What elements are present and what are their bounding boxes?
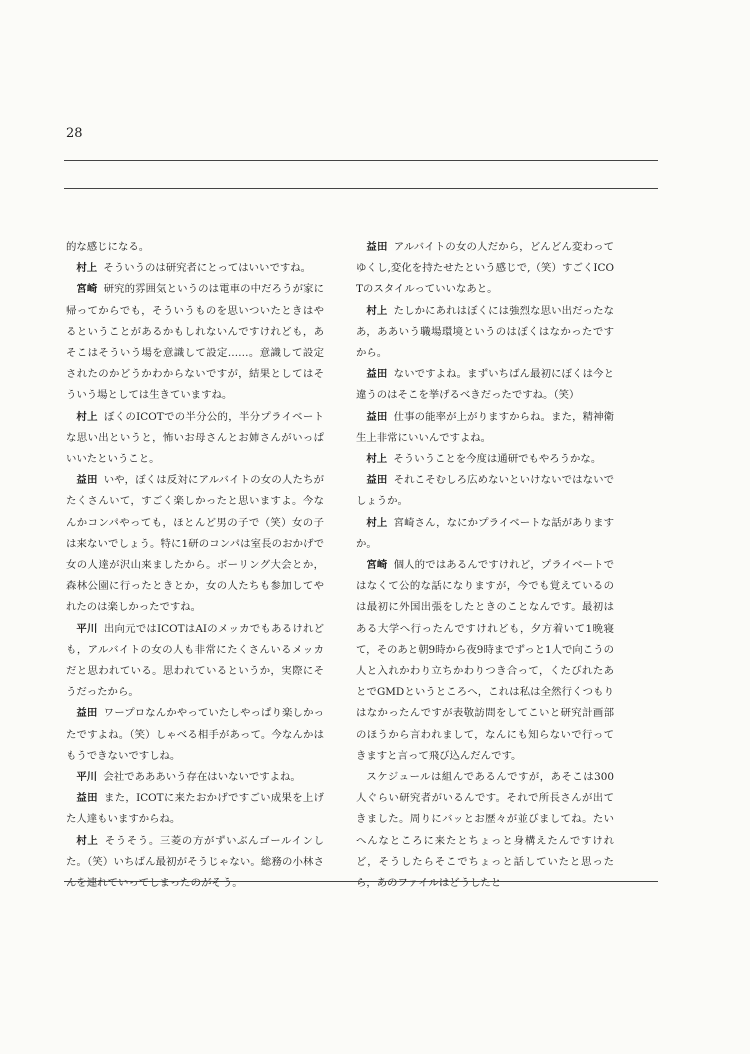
paragraph-text: ワープロなんかやっていたしやっぱり楽しかったですよね。（笑）しゃべる相手があって。今なんかはもうできないですしね。 (66, 707, 324, 762)
dialogue-paragraph (66, 258, 324, 279)
paragraph-text: 会社であああいう存在はいないですよね。 (103, 771, 301, 784)
speaker-name: 益田 (366, 474, 388, 487)
speaker-name: 村上 (76, 410, 98, 423)
speaker-name: 村上 (366, 304, 388, 317)
speaker-name: 平川 (76, 622, 98, 635)
dialogue-paragraph (356, 301, 614, 365)
speaker-name: 益田 (366, 410, 388, 423)
paragraph-text: 研究的雰囲気というのは電車の中だろうが家に帰ってからでも，そういうものを思いついたときはやるということがあるかもしれないんですけれども，あそこはそういう場を意識して設定……。意識して設定されたのかどうかわからないですが，結果としてはそういう場としては生きていますね。 (66, 283, 324, 402)
paragraph-text: 出向元ではICOTはAIのメッカでもあるけれども，アルバイトの女の人も非常にたくさんいるメッカだと思われている。思われているというか，実際にそうだったから。 (66, 622, 324, 699)
speaker-name: 益田 (76, 707, 98, 720)
dialogue-paragraph (356, 513, 614, 555)
speaker-name: 村上 (76, 834, 99, 847)
paragraph-text: 個人的ではあるんですけれど，プライベートではなくて公的な話になりますが，今でも覚えているのは最初に外国出張をしたときのことなんです。最初はある大学へ行ったんですけれども，夕方着いて1晩寝て，そのあと朝9時から夜9時までずっと1人で向こうの人と入れかわり立ちかわりつき合って，くたびれたあとでGMDというところへ，これは私は全然行くつもりはなかったんですが表敬訪問をしてこいと研究計画部のほうから言われまして，なんにも知らないで行ってきますと言って飛び込んだんです。 (356, 559, 615, 762)
paragraph-text: スケジュールは組んであるんですが，あそこは300人ぐらい研究者がいるんです。それで所長さんが出てきました。周りにバッとお歴々が並びましてね。たいへんなところに来たとちょっと身構えたんですけれど，そうしたらそこでちょっと話していたと思ったら，あのファイルはどうしたと (356, 771, 614, 890)
dialogue-paragraph (356, 555, 614, 767)
paragraph-text: アルバイトの女の人だから，どんどん変わってゆくし,変化を持たせたという感じで,（笑）すごくICOTのスタイルっていいなあと。 (356, 241, 615, 296)
paragraph-text: たしかにあれはぼくには強烈な思い出だったなあ，ああいう職場環境というのはぼくはなかったですから。 (356, 304, 614, 360)
dialogue-paragraph (66, 470, 324, 618)
left-column (66, 237, 324, 894)
dialogue-paragraph (356, 407, 614, 449)
speaker-name: 益田 (76, 474, 98, 487)
dialogue-paragraph (66, 767, 324, 788)
paragraph-text: いや，ぼくは反対にアルバイトの女の人たちがたくさんいて，すごく楽しかったと思いますよ。今なんかコンパやっても，ほとんど男の子で（笑）女の子は来ないでしょう。特に1研のコンパは室長のおかげで女の人達が沢山来ましたから。ボーリング大会とか，森林公園に行ったときとか，女の人たちも参加してやれたのは楽しかったですね。 (66, 474, 324, 614)
dialogue-paragraph (356, 470, 614, 512)
page-number: 28 (66, 126, 83, 141)
speaker-name: 平川 (76, 771, 98, 784)
header-rule-bottom (64, 188, 658, 189)
dialogue-paragraph (66, 703, 324, 767)
dialogue-paragraph (66, 788, 324, 830)
dialogue-paragraph (66, 407, 324, 471)
paragraph-text: そういうことを今度は通研でもやろうかな。 (393, 453, 602, 466)
dialogue-paragraph (356, 364, 614, 406)
speaker-name: 村上 (366, 516, 388, 529)
paragraph-text: 的な感じになる。 (66, 241, 150, 253)
speaker-name: 益田 (366, 368, 388, 381)
speaker-name: 益田 (366, 241, 388, 253)
paragraph-text: 宮崎さん，なにかプライベートな話がありますか。 (356, 516, 615, 550)
paragraph-text: また，ICOTに来たおかげですごい成果を上げた人達もいますからね。 (66, 792, 324, 826)
paragraph-text: そうそう。三菱の方がずいぶんゴールインした。（笑）いちばん最初がそうじゃない。総務の小林さんを連れていってしまったのがそう。 (66, 834, 324, 890)
dialogue-paragraph (356, 237, 614, 301)
speaker-name: 村上 (76, 262, 98, 275)
paragraph-text: そういうのは研究者にとってはいいですね。 (103, 262, 312, 275)
speaker-name: 宮崎 (76, 283, 98, 296)
dialogue-paragraph (66, 831, 324, 895)
paragraph-text: それこそむしろ広めないといけないではないでしょうか。 (356, 474, 614, 508)
dialogue-paragraph (356, 767, 614, 894)
header-rule-top (64, 160, 658, 161)
speaker-name: 村上 (366, 453, 388, 466)
dialogue-paragraph (66, 237, 324, 258)
speaker-name: 益田 (76, 792, 98, 805)
dialogue-paragraph (66, 279, 324, 406)
paragraph-text: ないですよね。まずいちばん最初にぼくは今と違うのはそこを挙げるべきだったですね。（笑） (356, 368, 614, 402)
paragraph-text: 仕事の能率が上がりますからね。また，精神衛生上非常にいいんですよね。 (356, 410, 614, 444)
dialogue-paragraph (66, 619, 324, 704)
paragraph-text: ぼくのICOTでの半分公的，半分プライベートな思い出というと，怖いお母さんとお姉さんがいっぱいいたということ。 (66, 410, 324, 466)
speaker-name: 宮崎 (366, 559, 388, 572)
footer-rule (64, 881, 658, 882)
dialogue-paragraph (356, 449, 614, 470)
right-column (356, 237, 614, 894)
